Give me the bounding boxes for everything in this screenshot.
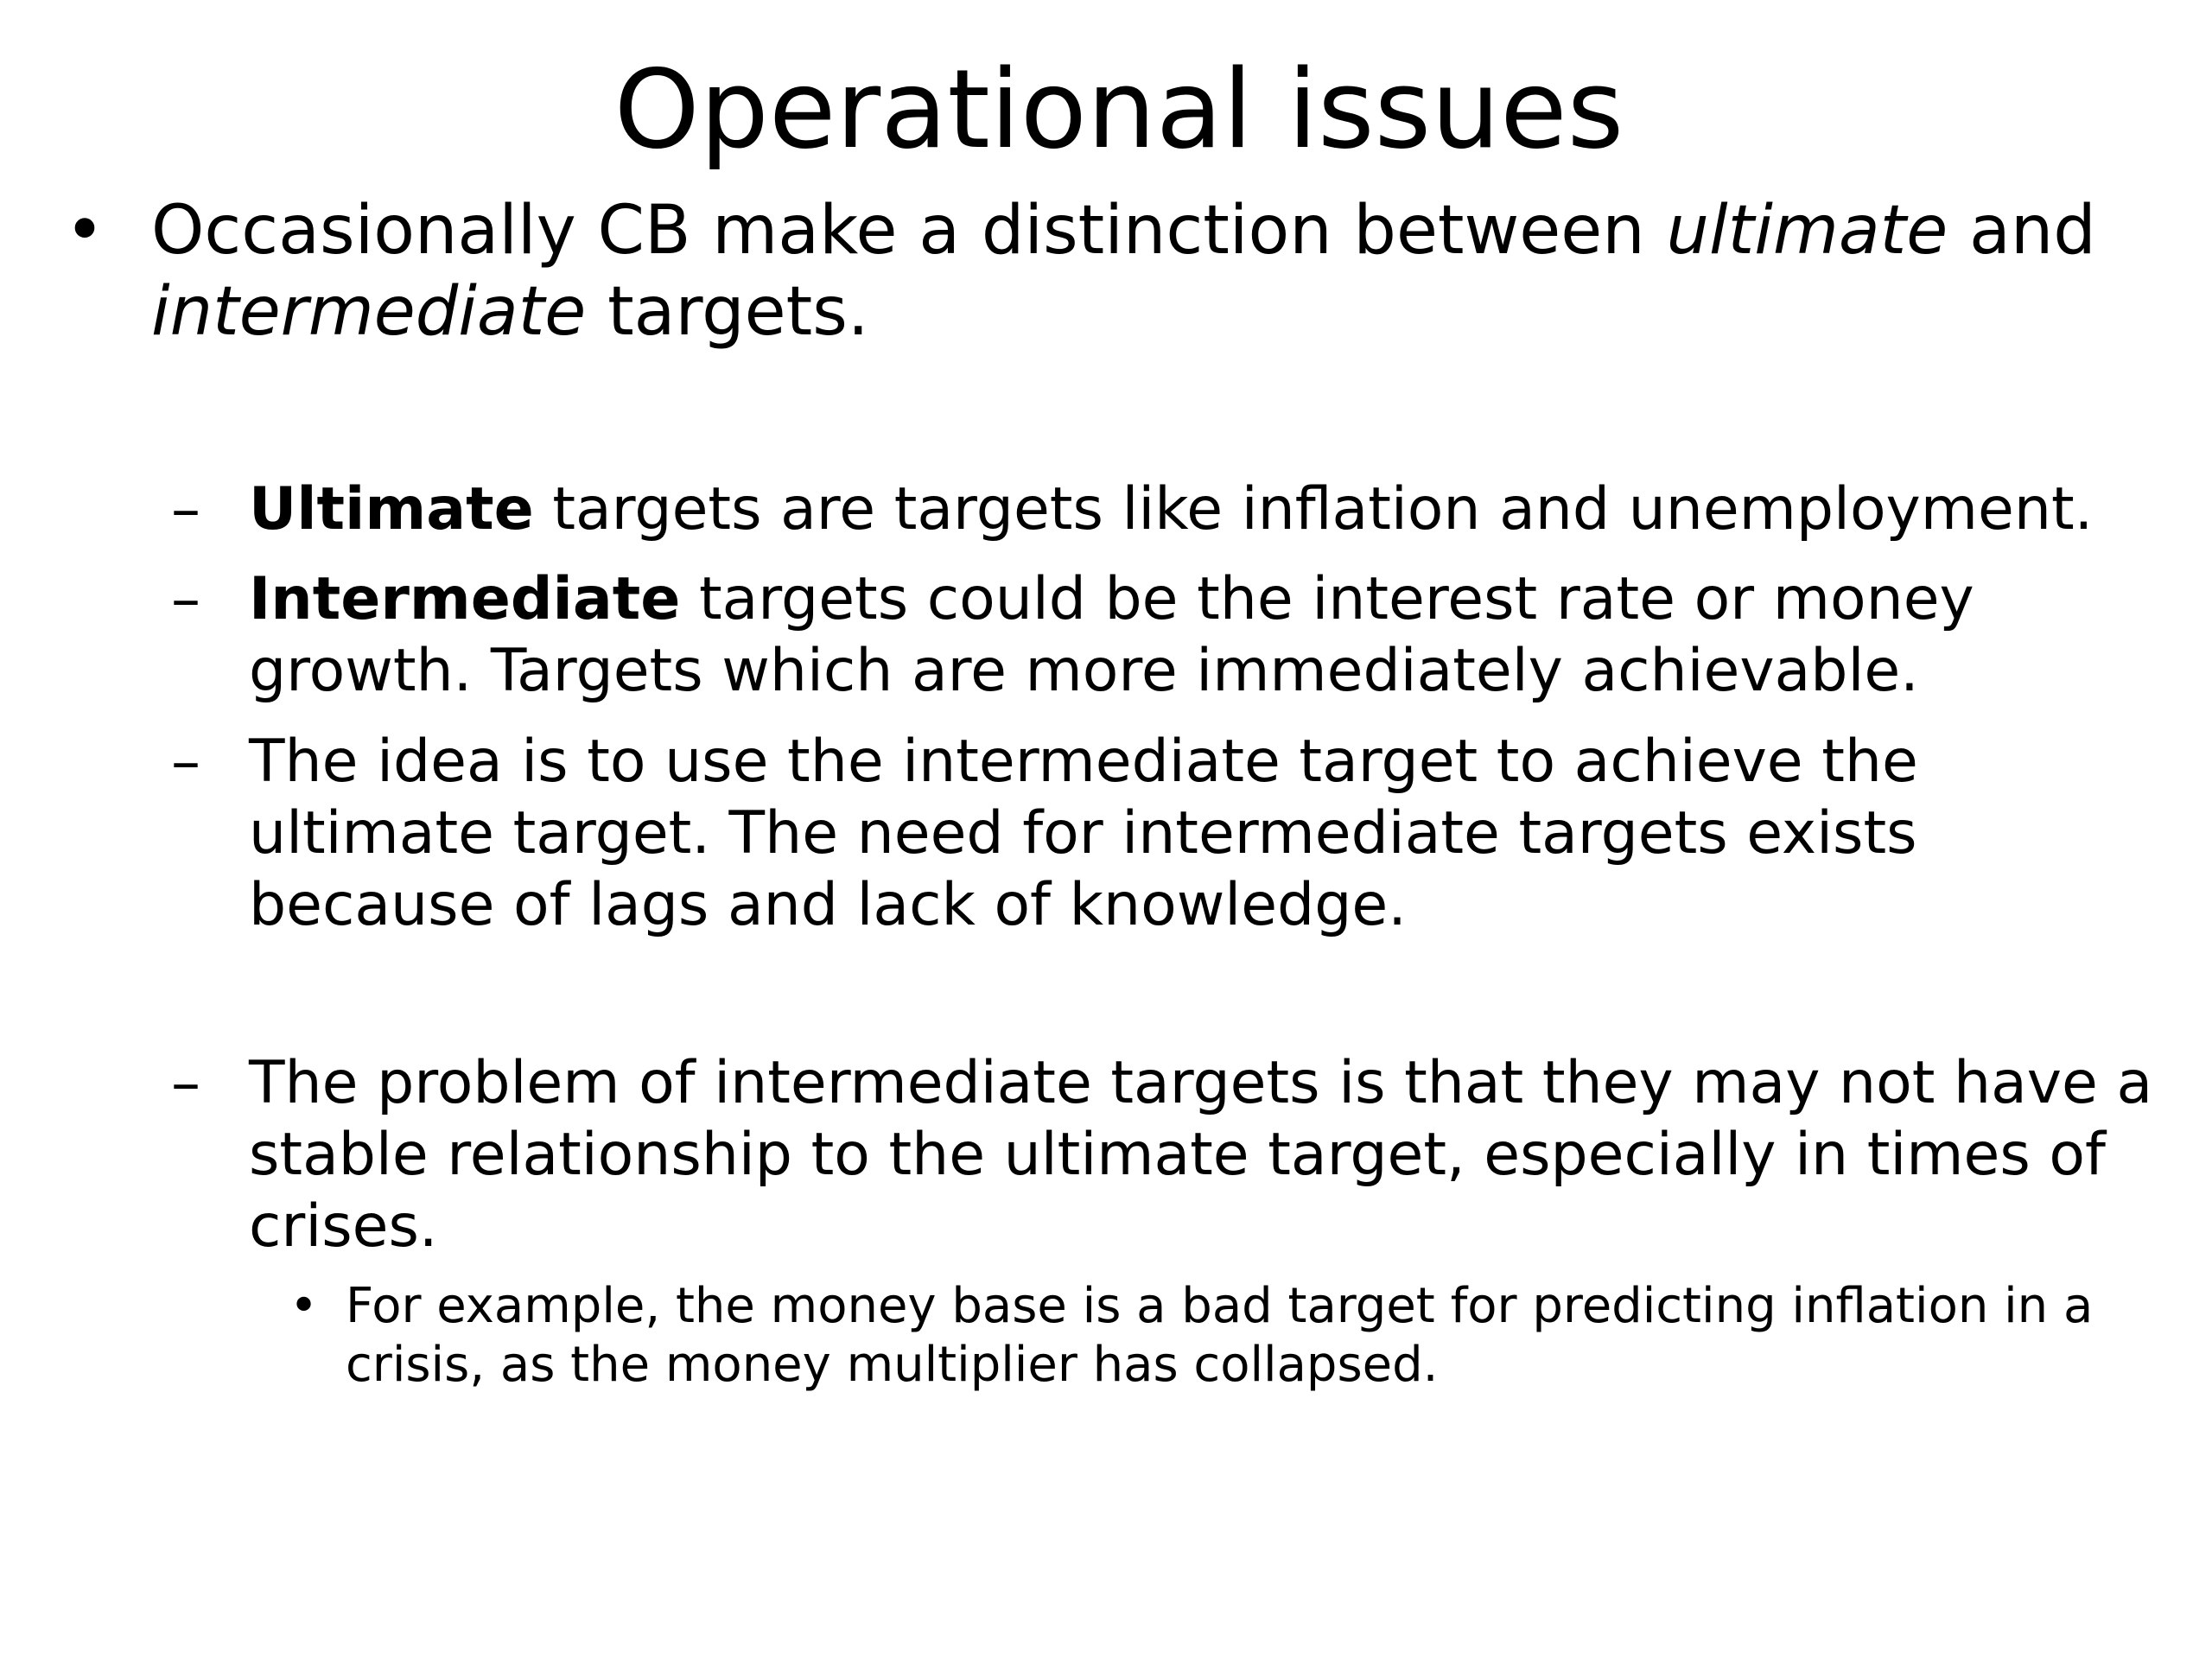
- bullet-dot-icon: •: [65, 192, 105, 270]
- main-bullet-text-end: targets.: [586, 273, 869, 351]
- sub-bullet-ultimate: [171, 474, 2167, 545]
- sub-bullet-text: targets are targets like inflation and unemployment.: [533, 475, 2094, 543]
- sub-bullet-bold-term: Intermediate: [249, 565, 681, 633]
- sub-bullet-text: targets could be the interest rate or money growth. Targets which are more immediately achievable.: [249, 565, 1974, 705]
- main-bullet-text-start: Occasionally CB make a distinction between: [151, 192, 1667, 270]
- sub-bullet-text: The idea is to use the intermediate target to achieve the ultimate target. The need for intermediate targets exists because of lags and lack of knowledge.: [249, 728, 1918, 939]
- sub-bullet-intermediate: [171, 563, 2167, 707]
- sub-bullet-problem: [171, 1047, 2167, 1262]
- sub-sub-bullet-example: [289, 1277, 2169, 1395]
- bullet-dot-icon: •: [289, 1278, 319, 1334]
- main-bullet-ultimate: ultimate: [1666, 192, 1948, 270]
- sub-bullet-text: The problem of intermediate targets is that they may not have a stable relationship to the ultimate target, especially in times of crises.: [249, 1049, 2153, 1261]
- sub-bullet-idea: [171, 726, 2167, 941]
- main-bullet-intermediate: intermediate: [151, 273, 587, 351]
- sub-bullet-bold-term: Ultimate: [249, 475, 534, 543]
- slide-title: Operational issues: [613, 46, 1624, 173]
- dash-icon: –: [171, 475, 200, 543]
- main-bullet-and: and: [1948, 192, 2096, 270]
- sub-sub-bullet-text: For example, the money base is a bad target for predicting inflation in a crisis, as the money multiplier has collapsed.: [346, 1278, 2094, 1393]
- dash-icon: –: [171, 565, 200, 633]
- main-bullet: [65, 190, 2173, 353]
- dash-icon: –: [171, 728, 200, 796]
- dash-icon: –: [171, 1049, 200, 1117]
